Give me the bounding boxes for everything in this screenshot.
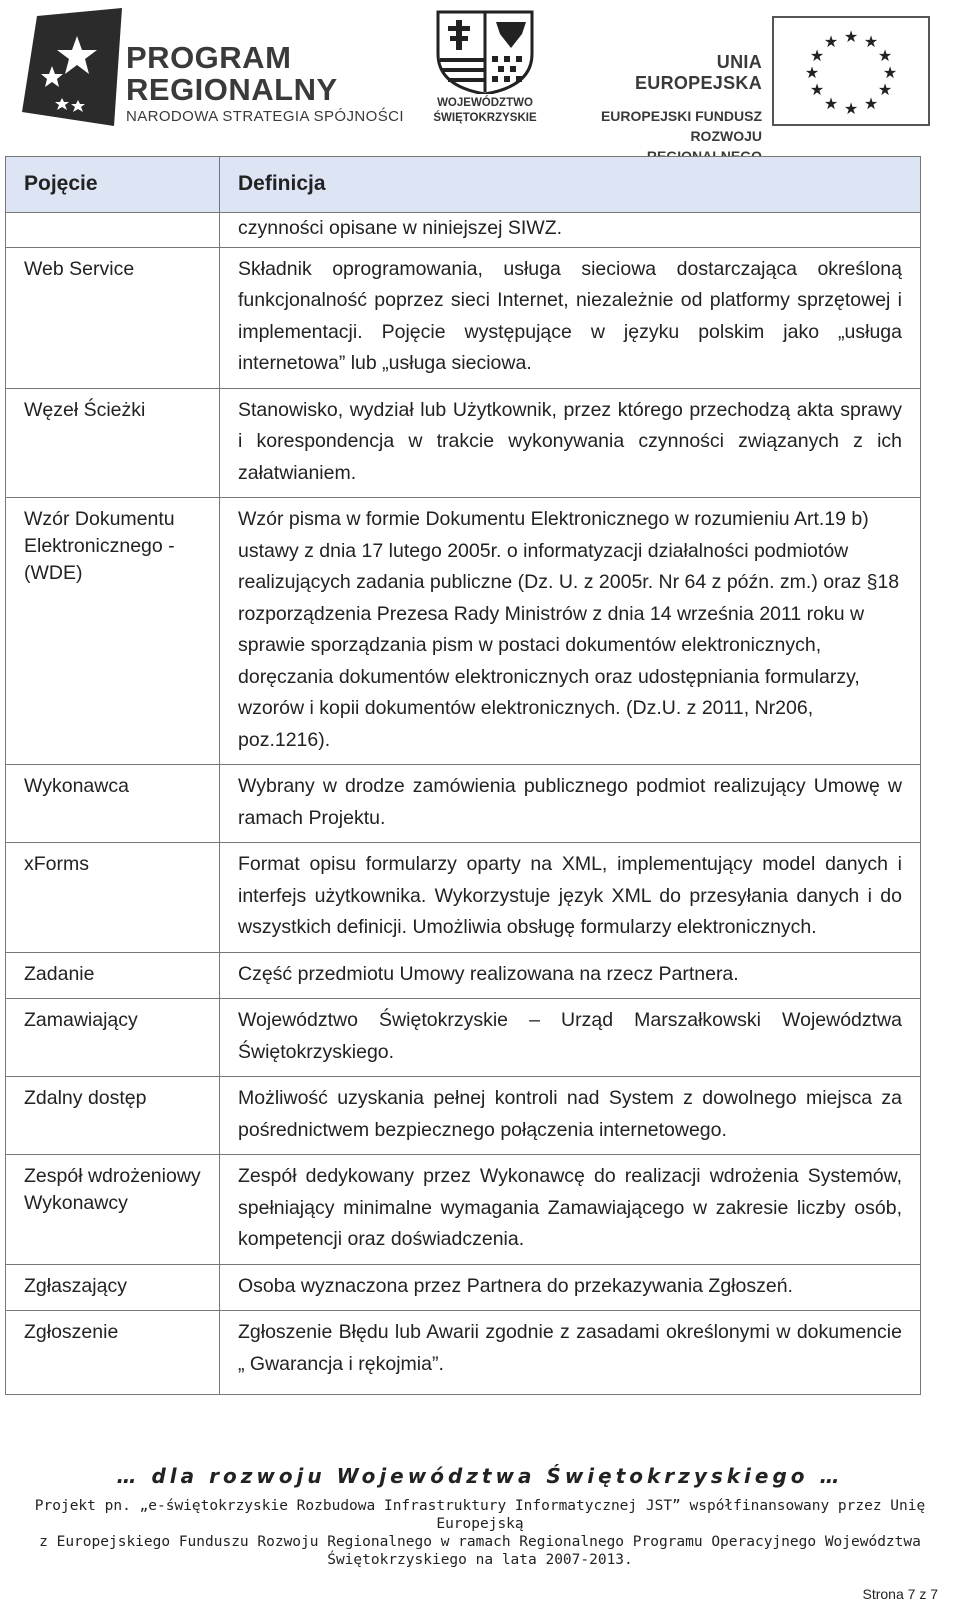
svg-text:★: ★ (877, 46, 893, 65)
page-number: Strona 7 z 7 (862, 1586, 938, 1602)
svg-text:★: ★ (823, 94, 839, 113)
eu-fund-line2: ROZWOJU (690, 128, 762, 144)
footer-project-info (30, 1497, 930, 1569)
table-row (6, 388, 921, 498)
svg-text:★: ★ (863, 94, 879, 113)
wojewodztwo-logo-line2: ŚWIĘTOKRZYSKIE (433, 112, 537, 124)
wojewodztwo-logo-line1: WOJEWÓDZTWO (437, 97, 533, 109)
program-logo-title (126, 42, 338, 106)
footer-motto: … dla rozwoju Województwa Świętokrzyskiego … (116, 1464, 844, 1488)
definition-cell: Część przedmiotu Umowy realizowana na rzecz Partnera. (220, 952, 921, 999)
eu-logo-text (600, 52, 762, 166)
definition-cell: Wzór pisma w formie Dokumentu Elektronicznego w rozumieniu Art.19 b) ustawy z dnia 17 lutego 2005r. o informatyzacji działalności podmiotów realizujących zadania publiczne (Dz. U. z 2005r. Nr 64 z późn. zm.) oraz §18 rozporządzenia Prezesa Rady Ministrów z dnia 14 września 2011 roku w sprawie sporządzania pism w postaci dokumentów elektronicznych, doręczania dokumentów elektronicznych oraz udostępniania formularzy, wzorów i kopii dokumentów elektronicznych. (Dz.U. z 2011, Nr206, poz.1216). (220, 498, 921, 765)
definition-cell: Składnik oprogramowania, usługa sieciowa dostarczająca określoną funkcjonalność poprzez sieci Internet, niezależnie od platformy sprzętowej i implementacji. Pojęcie występujące w języku polskim jako „usługa internetowa” lub „usługa sieciowa. (220, 247, 921, 388)
program-logo-subtitle: NARODOWA STRATEGIA SPÓJNOŚCI (126, 108, 404, 125)
svg-text:★: ★ (809, 80, 825, 99)
table-row-continuation (6, 213, 921, 248)
svg-text:★: ★ (823, 32, 839, 51)
svg-text:★: ★ (804, 63, 820, 82)
column-header-term: Pojęcie (6, 157, 220, 213)
eu-flag-icon (772, 16, 930, 126)
term-cell: Węzeł Ścieżki (6, 388, 220, 498)
term-cell: Zespół wdrożeniowy Wykonawcy (6, 1155, 220, 1265)
term-cell: Zgłaszający (6, 1264, 220, 1311)
definition-cell: Zespół dedykowany przez Wykonawcę do realizacji wdrożenia Systemów, spełniający minimalne wymagania Zamawiającego w zakresie liczby osób, kompetencji oraz doświadczenia. (220, 1155, 921, 1265)
term-cell: xForms (6, 843, 220, 953)
table-row (6, 843, 921, 953)
definition-cell: Osoba wyznaczona przez Partnera do przekazywania Zgłoszeń. (220, 1264, 921, 1311)
definition-cell: Możliwość uzyskania pełnej kontroli nad System z dowolnego miejsca za pośrednictwem bezpiecznego połączenia internetowego. (220, 1077, 921, 1155)
table-row (6, 1264, 921, 1311)
table-row (6, 498, 921, 765)
term-cell-empty (6, 213, 220, 248)
table-row (6, 1077, 921, 1155)
table-row (6, 1155, 921, 1265)
table-header-row (6, 157, 921, 213)
term-cell: Zadanie (6, 952, 220, 999)
svg-text:★: ★ (863, 32, 879, 51)
definition-cell-continuation: czynności opisane w niniejszej SIWZ. (220, 213, 921, 248)
wojewodztwo-logo (430, 8, 540, 128)
term-cell: Wzór Dokumentu Elektronicznego - (WDE) (6, 498, 220, 765)
table-row (6, 247, 921, 388)
svg-text:★: ★ (809, 46, 825, 65)
eu-logo-title: UNIA EUROPEJSKA (634, 52, 762, 93)
table-row (6, 765, 921, 843)
eu-fund-line1: EUROPEJSKI FUNDUSZ (600, 108, 762, 124)
eu-stars-icon (774, 18, 928, 124)
eu-logo (600, 8, 940, 144)
definition-cell: Województwo Świętokrzyskie – Urząd Marszałkowski Województwa Świętokrzyskiego. (220, 999, 921, 1077)
svg-text:★: ★ (843, 27, 859, 46)
term-cell: Wykonawca (6, 765, 220, 843)
footer-project-line3: Świętokrzyskiego na lata 2007-2013. (327, 1552, 633, 1568)
footer-project-line2: z Europejskiego Funduszu Rozwoju Regionalnego w ramach Regionalnego Programu Operacyjnego Województwa (39, 1534, 921, 1550)
term-cell: Zamawiający (6, 999, 220, 1077)
table-row (6, 1311, 921, 1395)
definition-cell: Zgłoszenie Błędu lub Awarii zgodnie z zasadami określonymi w dokumencie „ Gwarancja i rękojmia”. (220, 1311, 921, 1395)
svg-text:★: ★ (877, 80, 893, 99)
table-row (6, 952, 921, 999)
term-cell: Zgłoszenie (6, 1311, 220, 1395)
column-header-definition: Definicja (220, 157, 921, 213)
program-regionalny-logo (22, 8, 402, 128)
coat-of-arms-icon (430, 8, 540, 94)
footer-project-line1: Projekt pn. „e-świętokrzyskie Rozbudowa Infrastruktury Informatycznej JST” współfinansowany przez Unię Europejską (34, 1498, 926, 1532)
table-row (6, 999, 921, 1077)
definitions-table (5, 156, 921, 1395)
page-header (0, 0, 960, 144)
svg-text:★: ★ (882, 63, 898, 82)
program-logo-line2: REGIONALNY (126, 72, 338, 107)
definition-cell: Wybrany w drodze zamówienia publicznego podmiot realizujący Umowę w ramach Projektu. (220, 765, 921, 843)
program-logo-line1: PROGRAM (126, 40, 292, 75)
program-logo-mark-icon (22, 8, 122, 128)
term-cell: Zdalny dostęp (6, 1077, 220, 1155)
svg-text:★: ★ (843, 99, 859, 118)
definition-cell: Format opisu formularzy oparty na XML, implementujący model danych i interfejs użytkownika. Wykorzystuje język XML do przesyłania danych i do wszystkich definicji. Umożliwia obsługę formularzy elektronicznych. (220, 843, 921, 953)
wojewodztwo-logo-text (430, 96, 540, 126)
definition-cell: Stanowisko, wydział lub Użytkownik, przez którego przechodzą akta sprawy i korespondencja w trakcie wykonywania czynności związanych z ich załatwianiem. (220, 388, 921, 498)
term-cell: Web Service (6, 247, 220, 388)
